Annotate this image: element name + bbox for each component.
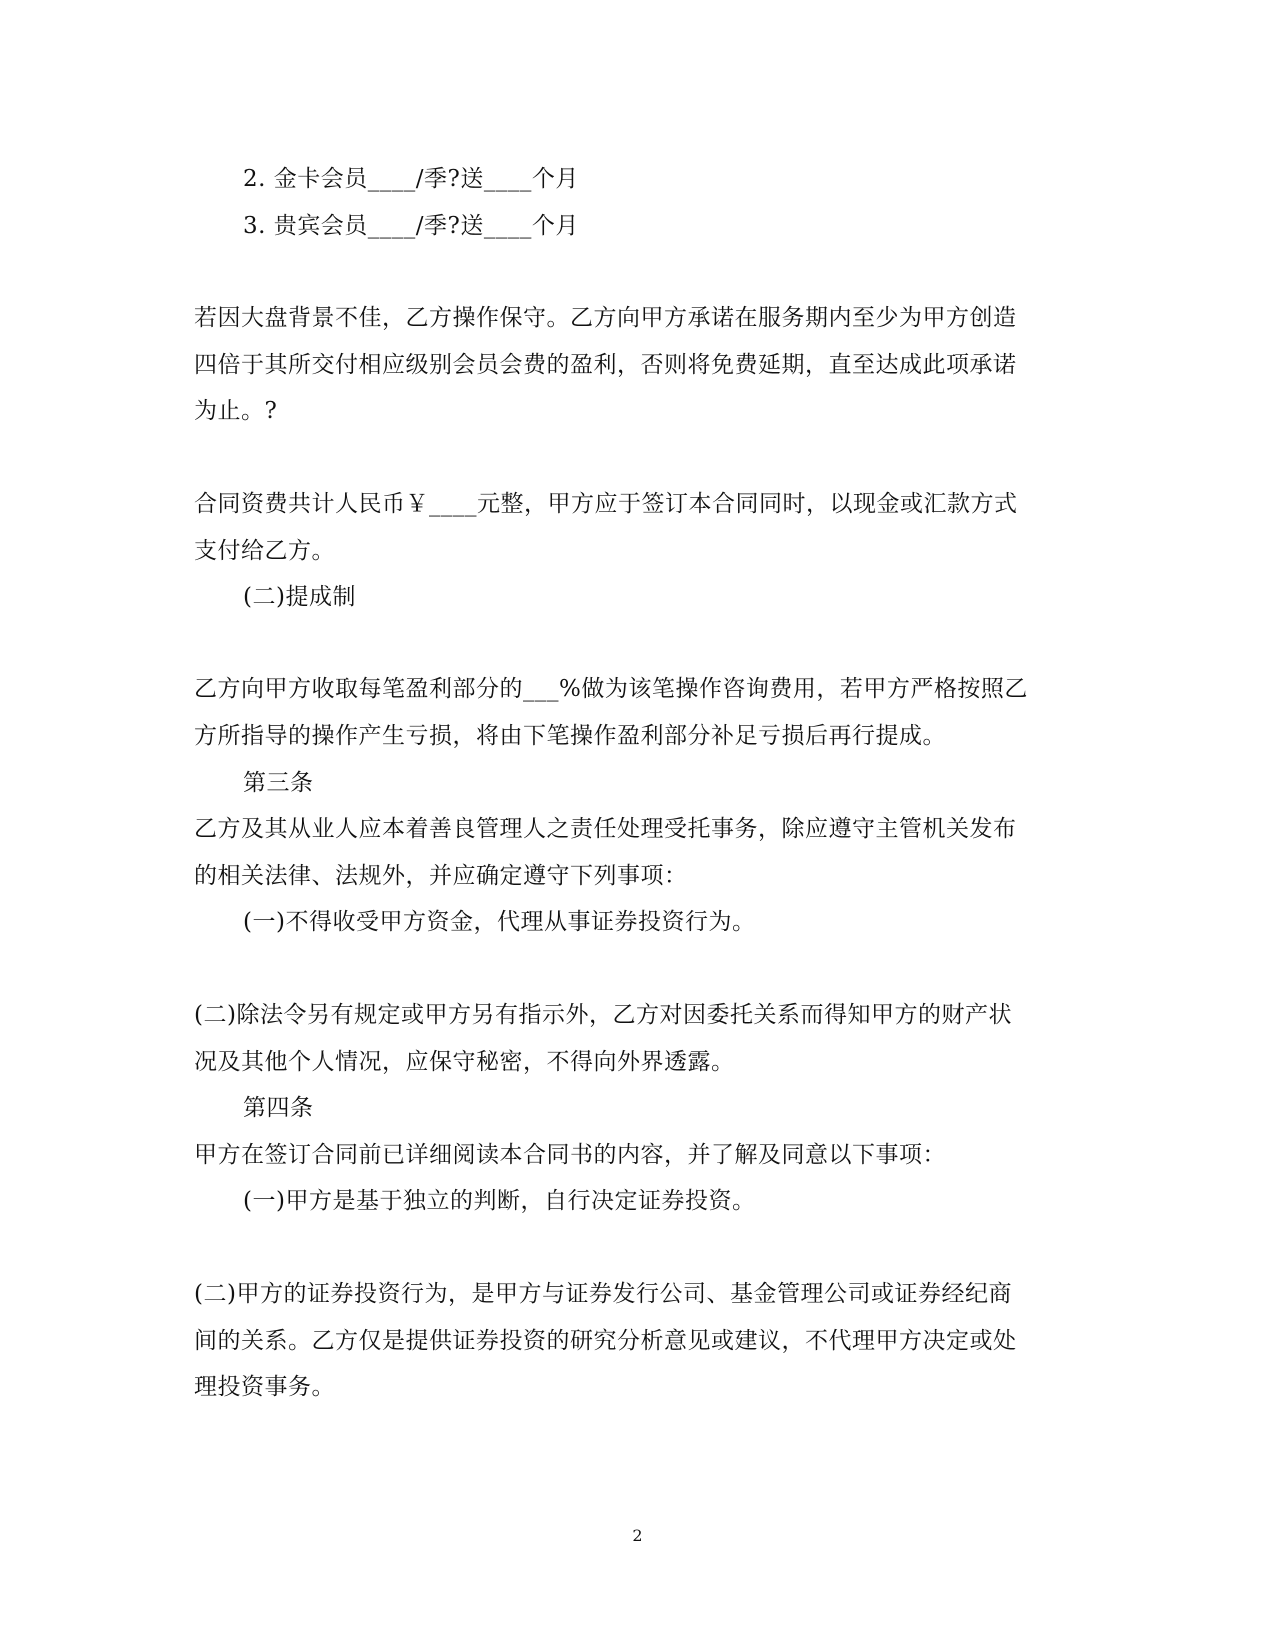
promise-paragraph-line-2: 四倍于其所交付相应级别会员会费的盈利，否则将免费延期，直至达成此项承诺 bbox=[194, 352, 1017, 378]
article-three-item-1: (一)不得收受甲方资金，代理从事证券投资行为。 bbox=[243, 909, 756, 935]
commission-paragraph-line-2: 方所指导的操作产生亏损，将由下笔操作盈利部分补足亏损后再行提成。 bbox=[194, 723, 946, 749]
article-four-item-2-line-2: 间的关系。乙方仅是提供证券投资的研究分析意见或建议，不代理甲方决定或处 bbox=[194, 1328, 1017, 1354]
commission-paragraph-line-1: 乙方向甲方收取每笔盈利部分的___%做为该笔操作咨询费用，若甲方严格按照乙 bbox=[194, 676, 1028, 702]
article-three-heading: 第三条 bbox=[243, 770, 314, 796]
article-four-item-2-line-3: 理投资事务。 bbox=[194, 1374, 335, 1400]
page-number: 2 bbox=[632, 1526, 643, 1545]
article-four-heading: 第四条 bbox=[243, 1095, 314, 1121]
membership-vip-line: 3. 贵宾会员____/季?送____个月 bbox=[243, 213, 579, 239]
fee-paragraph-line-1: 合同资费共计人民币￥____元整，甲方应于签订本合同同时，以现金或汇款方式 bbox=[194, 491, 1018, 517]
promise-paragraph-line-3: 为止。? bbox=[194, 398, 278, 424]
article-three-line-1: 乙方及其从业人应本着善良管理人之责任处理受托事务，除应遵守主管机关发布 bbox=[194, 816, 1017, 842]
article-three-item-2-line-2: 况及其他个人情况，应保守秘密，不得向外界透露。 bbox=[194, 1049, 735, 1075]
fee-paragraph-line-2: 支付给乙方。 bbox=[194, 538, 335, 564]
article-three-item-2-line-1: (二)除法令另有规定或甲方另有指示外，乙方对因委托关系而得知甲方的财产状 bbox=[194, 1002, 1012, 1028]
promise-paragraph-line-1: 若因大盘背景不佳，乙方操作保守。乙方向甲方承诺在服务期内至少为甲方创造 bbox=[194, 305, 1017, 331]
article-four-item-1: (一)甲方是基于独立的判断，自行决定证券投资。 bbox=[243, 1188, 756, 1214]
article-three-line-2: 的相关法律、法规外，并应确定遵守下列事项： bbox=[194, 863, 688, 889]
membership-gold-line: 2. 金卡会员____/季?送____个月 bbox=[243, 166, 579, 192]
article-four-line-1: 甲方在签订合同前已详细阅读本合同书的内容，并了解及同意以下事项： bbox=[194, 1142, 946, 1168]
commission-heading: (二)提成制 bbox=[243, 584, 356, 610]
article-four-item-2-line-1: (二)甲方的证券投资行为，是甲方与证券发行公司、基金管理公司或证券经纪商 bbox=[194, 1281, 1012, 1307]
